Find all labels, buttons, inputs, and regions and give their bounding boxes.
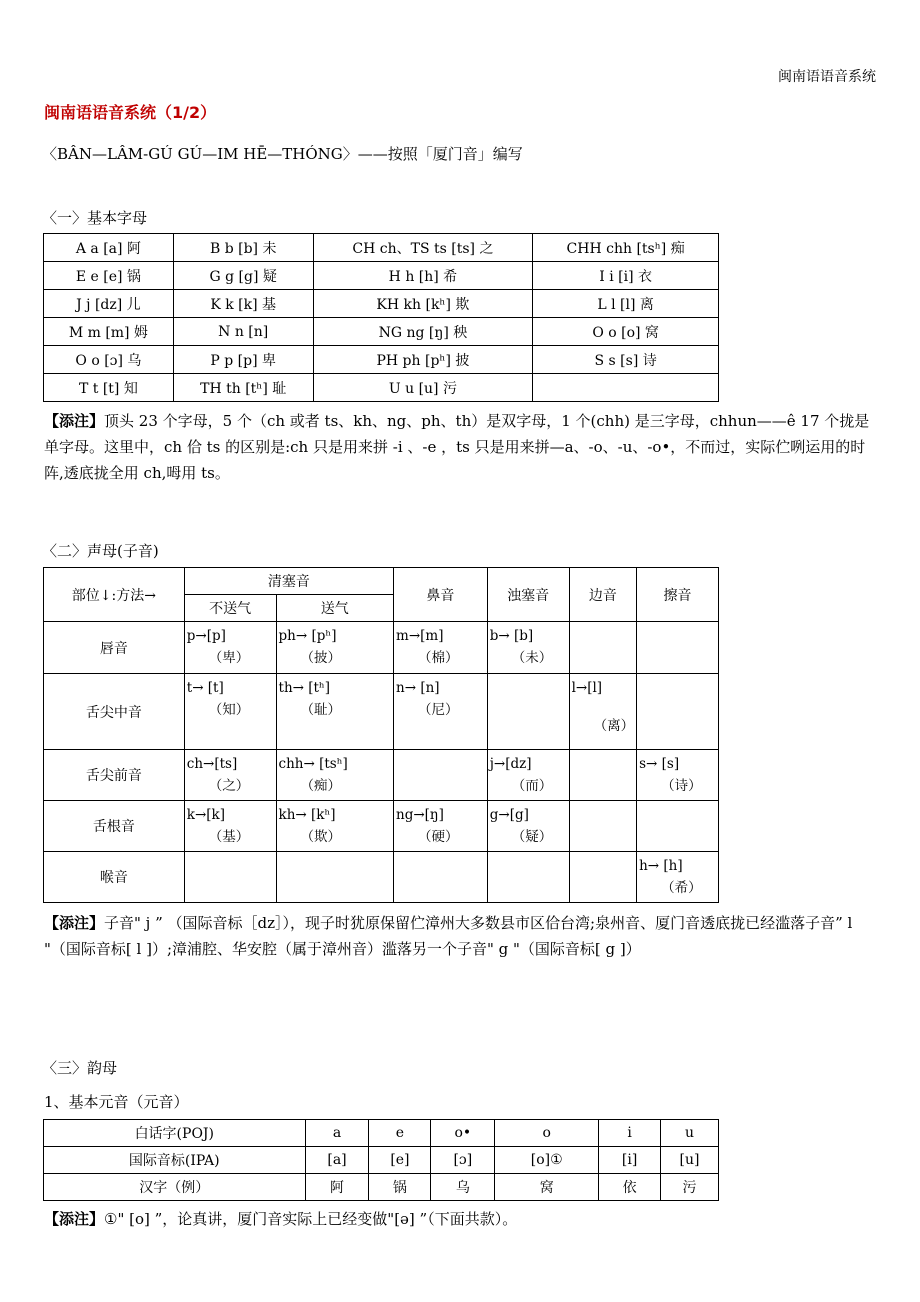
example-character: （痴） <box>300 778 342 794</box>
consonant-cell <box>184 622 276 674</box>
consonant-cell <box>394 852 488 903</box>
vowel-cell: [ɔ] <box>431 1147 495 1174</box>
consonant-cell <box>487 622 569 674</box>
alphabet-cell: N n [n] <box>173 318 313 346</box>
example-character: （披） <box>300 650 342 666</box>
consonant-cell <box>184 852 276 903</box>
alphabet-cell: U u [u] 污 <box>313 374 533 402</box>
consonant-cell <box>276 750 394 801</box>
example-character: （知） <box>208 702 250 718</box>
alphabet-row <box>44 346 719 374</box>
example-character: （尼） <box>418 702 459 718</box>
vowel-table <box>43 1119 719 1201</box>
alphabet-cell: NG ng [ŋ] 秧 <box>313 318 533 346</box>
section2-heading: 〈二〉声母(子音) <box>42 542 159 560</box>
place-label: 舌尖前音 <box>44 750 185 801</box>
consonant-cell <box>637 674 719 750</box>
example-character: （卑） <box>208 650 250 666</box>
vowel-row <box>44 1174 719 1201</box>
alphabet-cell: E e [e] 锅 <box>44 262 174 290</box>
col-fricative: 擦音 <box>637 568 719 622</box>
consonant-cell <box>569 750 637 801</box>
alphabet-row <box>44 290 719 318</box>
alphabet-cell: CH ch、TS ts [ts] 之 <box>313 234 533 262</box>
consonant-cell <box>276 801 394 852</box>
consonant-cell <box>569 622 637 674</box>
col-unaspirated: 不送气 <box>184 595 276 622</box>
section3-heading: 〈三〉韵母 <box>42 1059 118 1077</box>
alphabet-cell: B b [b] 未 <box>173 234 313 262</box>
consonant-symbol: t→ [t] <box>186 680 224 696</box>
alphabet-cell <box>533 374 719 402</box>
consonant-row <box>44 750 719 801</box>
alphabet-cell: I i [i] 衣 <box>533 262 719 290</box>
place-label: 喉音 <box>44 852 185 903</box>
note-label: 【添注】 <box>44 914 105 932</box>
consonant-cell <box>276 622 394 674</box>
example-character: （棉） <box>418 650 459 666</box>
alphabet-cell: K k [k] 基 <box>173 290 313 318</box>
vowel-cell: 依 <box>599 1174 661 1201</box>
consonant-cell <box>276 674 394 750</box>
consonant-symbol: ph→ [pʰ] <box>278 628 337 644</box>
alphabet-cell: CHH chh [tsʰ] 痴 <box>533 234 719 262</box>
consonant-cell <box>637 852 719 903</box>
consonant-cell <box>637 801 719 852</box>
consonant-cell <box>394 674 488 750</box>
alphabet-cell: L l [l] 离 <box>533 290 719 318</box>
example-character: （欺） <box>300 829 342 845</box>
vowel-cell: o <box>495 1120 599 1147</box>
alphabet-row <box>44 234 719 262</box>
consonant-symbol: p→[p] <box>186 628 226 644</box>
vowel-row <box>44 1147 719 1174</box>
alphabet-cell: P p [p] 卑 <box>173 346 313 374</box>
consonant-cell <box>394 750 488 801</box>
note-label: 【添注】 <box>44 1210 105 1228</box>
alphabet-cell: KH kh [kʰ] 欺 <box>313 290 533 318</box>
page-header: 闽南语语音系统 <box>778 69 876 85</box>
note-text: 子音" j ” （国际音标［dz］），现子时犹原保留伫漳州大多数县市区佮台湾;泉州音、厦门音透底拢已经滥落子音” l "（国际音标[ l ]）;漳浦腔、华安腔（属于漳州音）滥落另一个子音" g "（国际音标[ g ]） <box>44 914 853 958</box>
example-character: （诗） <box>661 778 702 794</box>
consonant-cell <box>276 852 394 903</box>
example-character: （离） <box>593 718 635 734</box>
note-text: 顶头 23 个字母，5 个（ch 或者 ts、kh、ng、ph、th）是双字母，1 个(chh) 是三字母，chhun——ê 17 个拢是单字母。这里中，ch 佮 ts 的区别是:ch 只是用来拼 -i 、-e ，ts 只是用来拼—a、-o、-u、-o•，不而过，实际伫咧运用的时阵,透底拢全用 ch,呣用 ts。 <box>44 412 870 482</box>
consonant-symbol: th→ [tʰ] <box>278 680 331 696</box>
subtitle: 〈BÂN—LÂM-GÚ GÚ—IM HĒ—THÓNG〉——按照「厦门音」编写 <box>42 145 523 163</box>
consonant-cell <box>487 750 569 801</box>
consonant-row <box>44 622 719 674</box>
vowel-cell: a <box>305 1120 369 1147</box>
consonant-cell <box>487 852 569 903</box>
example-character: （耻） <box>300 702 342 718</box>
consonant-symbol: n→ [n] <box>396 680 440 696</box>
alphabet-cell: H h [h] 希 <box>313 262 533 290</box>
alphabet-cell: G g [g] 疑 <box>173 262 313 290</box>
vowel-cell: 乌 <box>431 1174 495 1201</box>
consonant-cell <box>487 674 569 750</box>
alphabet-cell: M m [m] 姆 <box>44 318 174 346</box>
alphabet-cell: O o [o] 窝 <box>533 318 719 346</box>
alphabet-cell: J j [dz] 儿 <box>44 290 174 318</box>
consonant-cell <box>637 622 719 674</box>
vowel-row-label: 汉字（例） <box>44 1174 306 1201</box>
consonant-cell <box>184 801 276 852</box>
example-character: （之） <box>208 778 250 794</box>
vowel-cell: 污 <box>661 1174 719 1201</box>
consonant-symbol: k→[k] <box>186 807 225 823</box>
alphabet-cell: O o [ɔ] 乌 <box>44 346 174 374</box>
consonant-row <box>44 674 719 750</box>
consonant-symbol: l→[l] <box>571 680 603 696</box>
alphabet-table <box>43 233 719 402</box>
consonant-symbol: b→ [b] <box>489 628 534 644</box>
consonant-cell <box>569 674 637 750</box>
consonant-symbol: ch→[ts] <box>186 756 238 772</box>
section1-note <box>44 408 874 486</box>
consonant-cell <box>394 801 488 852</box>
consonant-symbol: ng→[ŋ] <box>396 807 444 823</box>
consonant-symbol: g→[g] <box>489 807 529 823</box>
example-character: （疑） <box>511 829 553 845</box>
consonant-cell <box>487 801 569 852</box>
consonant-symbol: kh→ [kʰ] <box>278 807 336 823</box>
example-character: （基） <box>208 829 250 845</box>
example-character: （希） <box>661 880 702 896</box>
consonant-symbol: chh→ [tsʰ] <box>278 756 348 772</box>
consonant-cell <box>184 750 276 801</box>
vowel-cell: 阿 <box>305 1174 369 1201</box>
example-character: （硬） <box>418 829 459 845</box>
consonant-symbol: m→[m] <box>396 628 444 644</box>
vowel-cell: 窝 <box>495 1174 599 1201</box>
example-character: （而） <box>511 778 553 794</box>
place-label: 舌根音 <box>44 801 185 852</box>
place-label: 唇音 <box>44 622 185 674</box>
consonant-row <box>44 801 719 852</box>
consonant-cell <box>184 674 276 750</box>
page-title: 闽南语语音系统（1/2） <box>44 103 217 122</box>
note-label: 【添注】 <box>44 412 105 430</box>
alphabet-cell: A a [a] 阿 <box>44 234 174 262</box>
consonant-cell <box>569 852 637 903</box>
vowel-cell: o• <box>431 1120 495 1147</box>
vowel-cell: [u] <box>661 1147 719 1174</box>
vowel-cell: i <box>599 1120 661 1147</box>
col-stop: 清塞音 <box>184 568 393 595</box>
col-aspirated: 送气 <box>276 595 394 622</box>
consonant-table <box>43 567 719 903</box>
vowel-cell: [e] <box>369 1147 431 1174</box>
col-nasal: 鼻音 <box>394 568 488 622</box>
alphabet-row <box>44 374 719 402</box>
consonant-symbol: h→ [h] <box>639 858 683 874</box>
vowel-cell: e <box>369 1120 431 1147</box>
col-lateral: 边音 <box>569 568 637 622</box>
consonant-cell <box>569 801 637 852</box>
alphabet-cell: S s [s] 诗 <box>533 346 719 374</box>
alphabet-cell: TH th [tʰ] 耻 <box>173 374 313 402</box>
vowel-cell: 锅 <box>369 1174 431 1201</box>
consonant-cell <box>394 622 488 674</box>
consonant-row <box>44 852 719 903</box>
alphabet-cell: PH ph [pʰ] 披 <box>313 346 533 374</box>
col-voiced: 浊塞音 <box>487 568 569 622</box>
vowel-cell: [o]① <box>495 1147 599 1174</box>
vowel-cell: u <box>661 1120 719 1147</box>
alphabet-cell: T t [t] 知 <box>44 374 174 402</box>
consonant-cell <box>637 750 719 801</box>
alphabet-row <box>44 318 719 346</box>
corner-cell: 部位↓:方法→ <box>44 568 185 622</box>
vowel-cell: [a] <box>305 1147 369 1174</box>
vowel-cell: [i] <box>599 1147 661 1174</box>
alphabet-row <box>44 262 719 290</box>
section2-note <box>44 910 874 962</box>
example-character: （未） <box>511 650 553 666</box>
section3-subheading: 1、基本元音（元音） <box>44 1093 189 1111</box>
vowel-row <box>44 1120 719 1147</box>
section3-note <box>44 1206 874 1232</box>
place-label: 舌尖中音 <box>44 674 185 750</box>
section1-heading: 〈一〉基本字母 <box>42 209 148 227</box>
note-text: ①" [o] ”，论真讲，厦门音实际上已经变做"[ə] ”（下面共款）。 <box>104 1210 518 1228</box>
vowel-row-label: 白话字(POJ) <box>44 1120 306 1147</box>
consonant-symbol: s→ [s] <box>639 756 680 772</box>
vowel-row-label: 国际音标(IPA) <box>44 1147 306 1174</box>
consonant-symbol: j→[dz] <box>489 756 532 772</box>
